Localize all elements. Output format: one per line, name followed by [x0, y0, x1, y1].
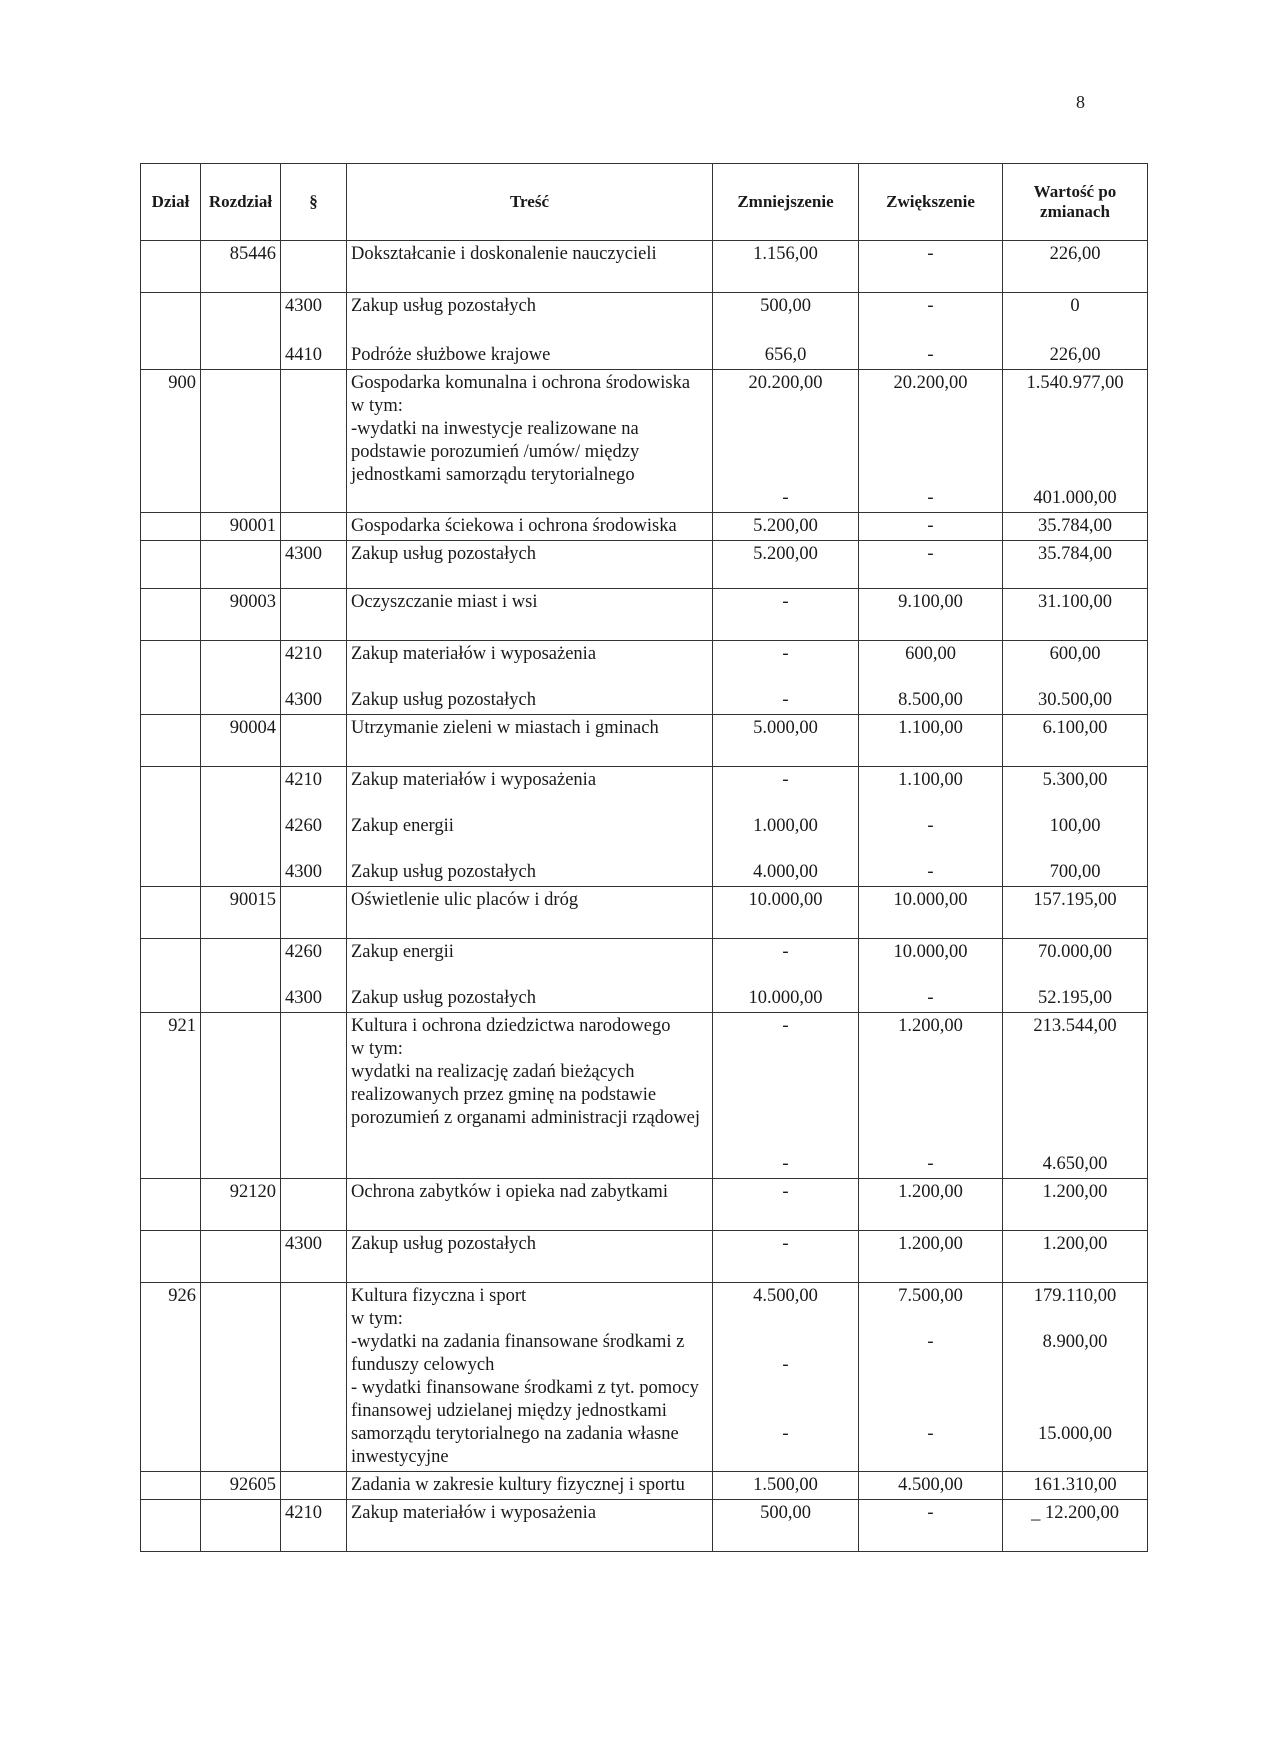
value: -	[927, 862, 934, 882]
cell-tresc: Ochrona zabytków i opieka nad zabytkami	[347, 1179, 713, 1231]
paragraf-4300: 4300	[285, 690, 322, 710]
paragraf-4210: 4210	[285, 770, 322, 790]
value: 600,00	[1049, 644, 1101, 664]
cell-wartosc: 157.195,00	[1003, 887, 1148, 939]
spacer	[717, 838, 854, 861]
paragraf-4260: 4260	[285, 942, 322, 962]
value: -	[927, 816, 934, 836]
tresc-wtym: w tym:	[351, 396, 403, 416]
table-row	[141, 715, 1148, 767]
tresc-line: Zakup usług pozostałych	[351, 862, 536, 882]
value: -	[782, 770, 789, 790]
paragraf-4300: 4300	[285, 862, 322, 882]
tresc-wtym: w tym:	[351, 1309, 403, 1329]
cell-wartosc: 161.310,00	[1003, 1472, 1148, 1500]
table-row	[141, 1013, 1148, 1179]
cell-paragraf: 4210	[281, 1500, 347, 1552]
cell-rozdzial: 92120	[201, 1179, 281, 1231]
cell-tresc: Zakup materiałów i wyposażenia	[347, 1500, 713, 1552]
value: -	[782, 1355, 789, 1375]
cell-zmniejszenie: 500,00	[713, 1500, 859, 1552]
cell-zwiekszenie: 9.100,00	[859, 589, 1003, 641]
spacer	[1007, 964, 1143, 987]
tresc-wtym: w tym:	[351, 1039, 403, 1059]
value: -	[927, 988, 934, 1008]
cell-tresc	[347, 1013, 713, 1179]
spacer	[285, 838, 342, 861]
cell-dzial	[141, 1472, 201, 1500]
spacer	[717, 1377, 854, 1423]
value: 656,0	[764, 345, 807, 365]
cell-zmniejszenie: 1.500,00	[713, 1472, 859, 1500]
page-number: 8	[1076, 92, 1085, 112]
table-row	[141, 641, 1148, 715]
cell-zwiekszenie: -	[859, 241, 1003, 293]
spacer	[285, 666, 342, 689]
tresc-line: Zakup materiałów i wyposażenia	[351, 644, 597, 664]
cell-zmniejszenie	[713, 1283, 859, 1472]
value: 226,00	[1049, 345, 1101, 365]
spacer	[1007, 318, 1143, 344]
cell-tresc: Oświetlenie ulic placów i dróg	[347, 887, 713, 939]
cell-paragraf	[281, 715, 347, 767]
cell-paragraf	[281, 513, 347, 541]
cell-zmniejszenie	[713, 939, 859, 1013]
cell-zmniejszenie	[713, 370, 859, 513]
cell-zwiekszenie	[859, 293, 1003, 370]
cell-dzial: 921	[141, 1013, 201, 1179]
cell-rozdzial: 90001	[201, 513, 281, 541]
tresc-sub: - wydatki finansowane środkami z tyt. pomocy finansowej udzielanej między jednostkami samorządu terytorialnego na zadania własne inwestycyjne	[351, 1378, 699, 1467]
value: 401.000,00	[1033, 488, 1117, 508]
cell-dzial	[141, 1500, 201, 1552]
cell-dzial	[141, 767, 201, 887]
tresc-line: Zakup materiałów i wyposażenia	[351, 770, 597, 790]
paragraf-4260: 4260	[285, 816, 322, 836]
cell-rozdzial: 90003	[201, 589, 281, 641]
value: 52.195,00	[1038, 988, 1112, 1008]
tresc-line: Zakup usług pozostałych	[351, 690, 536, 710]
cell-rozdzial: 90015	[201, 887, 281, 939]
cell-zwiekszenie	[859, 370, 1003, 513]
cell-wartosc	[1003, 939, 1148, 1013]
value: -	[927, 1424, 934, 1444]
value: -	[782, 690, 789, 710]
cell-dzial	[141, 715, 201, 767]
cell-dzial	[141, 541, 201, 589]
value: 500,00	[760, 296, 811, 316]
cell-wartosc	[1003, 641, 1148, 715]
value: 700,00	[1049, 862, 1101, 882]
spacer	[1007, 666, 1143, 689]
spacer	[717, 964, 854, 987]
cell-tresc: Utrzymanie zieleni w miastach i gminach	[347, 715, 713, 767]
budget-table	[140, 163, 1148, 1552]
header-tresc: Treść	[347, 164, 713, 241]
cell-dzial	[141, 241, 201, 293]
tresc-line: Gospodarka komunalna i ochrona środowiska	[351, 373, 691, 393]
cell-rozdzial	[201, 641, 281, 715]
value: -	[927, 488, 934, 508]
tresc-sub: wydatki na realizację zadań bieżących realizowanych przez gminę na podstawie porozumień z organami administracji rządowej	[351, 1062, 700, 1128]
value: 4.500,00	[753, 1286, 818, 1306]
table-row	[141, 293, 1148, 370]
cell-zmniejszenie: 5.000,00	[713, 715, 859, 767]
header-dzial: Dział	[141, 164, 201, 241]
table-row	[141, 887, 1148, 939]
cell-rozdzial: 92605	[201, 1472, 281, 1500]
cell-rozdzial: 85446	[201, 241, 281, 293]
spacer	[717, 395, 854, 487]
header-paragraf: §	[281, 164, 347, 241]
spacer	[1007, 1354, 1143, 1423]
spacer	[863, 318, 998, 344]
cell-zmniejszenie	[713, 641, 859, 715]
value: -	[782, 1154, 789, 1174]
value: 5.300,00	[1042, 770, 1108, 790]
cell-zmniejszenie: -	[713, 1231, 859, 1283]
tresc-line: Zakup energii	[351, 816, 454, 836]
cell-dzial	[141, 641, 201, 715]
cell-wartosc: 226,00	[1003, 241, 1148, 293]
spacer	[717, 1308, 854, 1354]
cell-tresc: Zakup usług pozostałych	[347, 1231, 713, 1283]
cell-zwiekszenie: 1.100,00	[859, 715, 1003, 767]
cell-zmniejszenie: 1.156,00	[713, 241, 859, 293]
cell-paragraf	[281, 1472, 347, 1500]
cell-wartosc: _ 12.200,00	[1003, 1500, 1148, 1552]
cell-paragraf	[281, 241, 347, 293]
cell-tresc: Zadania w zakresie kultury fizycznej i sportu	[347, 1472, 713, 1500]
cell-dzial	[141, 939, 201, 1013]
spacer	[863, 1038, 998, 1153]
spacer	[717, 666, 854, 689]
value: 1.100,00	[898, 770, 963, 790]
cell-tresc	[347, 641, 713, 715]
value: 70.000,00	[1038, 942, 1112, 962]
cell-zmniejszenie: 5.200,00	[713, 513, 859, 541]
cell-zwiekszenie: -	[859, 1500, 1003, 1552]
cell-zmniejszenie	[713, 1013, 859, 1179]
cell-wartosc	[1003, 1013, 1148, 1179]
cell-tresc	[347, 767, 713, 887]
table-row	[141, 939, 1148, 1013]
cell-rozdzial	[201, 1013, 281, 1179]
spacer	[1007, 792, 1143, 815]
cell-tresc	[347, 293, 713, 370]
cell-dzial	[141, 887, 201, 939]
value: 7.500,00	[898, 1286, 963, 1306]
cell-rozdzial: 90004	[201, 715, 281, 767]
value: 30.500,00	[1038, 690, 1112, 710]
cell-zwiekszenie	[859, 1283, 1003, 1472]
cell-paragraf	[281, 293, 347, 370]
cell-zwiekszenie	[859, 1013, 1003, 1179]
header-rozdzial: Rozdział	[201, 164, 281, 241]
tresc-line: Zakup usług pozostałych	[351, 988, 536, 1008]
spacer	[863, 964, 998, 987]
cell-zwiekszenie: 1.200,00	[859, 1179, 1003, 1231]
tresc-line: Kultura i ochrona dziedzictwa narodowego	[351, 1016, 671, 1036]
cell-zwiekszenie: 10.000,00	[859, 887, 1003, 939]
spacer	[351, 838, 708, 861]
tresc-line: Kultura fizyczna i sport	[351, 1286, 527, 1306]
tresc-sub: -wydatki na zadania finansowane środkami z funduszy celowych	[351, 1332, 685, 1375]
cell-paragraf	[281, 767, 347, 887]
cell-wartosc: 1.200,00	[1003, 1179, 1148, 1231]
table-row	[141, 589, 1148, 641]
cell-zmniejszenie	[713, 767, 859, 887]
cell-rozdzial	[201, 293, 281, 370]
cell-rozdzial	[201, 1283, 281, 1472]
cell-rozdzial	[201, 1500, 281, 1552]
paragraf-4410: 4410	[285, 345, 322, 365]
value: 1.540.977,00	[1026, 373, 1124, 393]
value: -	[782, 1424, 789, 1444]
value: -	[782, 1016, 789, 1036]
spacer	[863, 792, 998, 815]
spacer	[285, 318, 342, 344]
cell-zwiekszenie: 4.500,00	[859, 1472, 1003, 1500]
table-row	[141, 541, 1148, 589]
table-row	[141, 1179, 1148, 1231]
cell-wartosc: 6.100,00	[1003, 715, 1148, 767]
cell-dzial	[141, 293, 201, 370]
cell-paragraf	[281, 939, 347, 1013]
value: -	[782, 644, 789, 664]
spacer	[863, 838, 998, 861]
table-row	[141, 1283, 1148, 1472]
cell-paragraf	[281, 1179, 347, 1231]
cell-zwiekszenie: 1.200,00	[859, 1231, 1003, 1283]
spacer	[285, 792, 342, 815]
spacer	[351, 666, 708, 689]
paragraf-4300: 4300	[285, 296, 322, 316]
value: 0	[1070, 296, 1080, 316]
header-zmniejszenie: Zmniejszenie	[713, 164, 859, 241]
cell-paragraf	[281, 641, 347, 715]
spacer	[717, 1038, 854, 1153]
tresc-sub: -wydatki na inwestycje realizowane na podstawie porozumień /umów/ między jednostkami samorządu terytorialnego	[351, 419, 640, 485]
value: -	[927, 296, 934, 316]
cell-wartosc: 35.784,00	[1003, 513, 1148, 541]
value: -	[927, 1332, 934, 1352]
cell-rozdzial	[201, 541, 281, 589]
header-zwiekszenie: Zwiększenie	[859, 164, 1003, 241]
value: -	[782, 942, 789, 962]
cell-rozdzial	[201, 370, 281, 513]
spacer	[351, 792, 708, 815]
spacer	[863, 1308, 998, 1331]
value: 4.000,00	[753, 862, 818, 882]
paragraf-4300: 4300	[285, 988, 322, 1008]
cell-paragraf	[281, 589, 347, 641]
cell-paragraf	[281, 370, 347, 513]
cell-dzial: 926	[141, 1283, 201, 1472]
cell-tresc	[347, 370, 713, 513]
spacer	[717, 792, 854, 815]
tresc-line: Podróże służbowe krajowe	[351, 345, 551, 365]
header-wartosc: Wartość po zmianach	[1003, 164, 1148, 241]
cell-paragraf: 4300	[281, 1231, 347, 1283]
cell-tresc: Gospodarka ściekowa i ochrona środowiska	[347, 513, 713, 541]
cell-zwiekszenie	[859, 641, 1003, 715]
cell-zmniejszenie: 10.000,00	[713, 887, 859, 939]
spacer	[863, 1354, 998, 1423]
tresc-line: Zakup usług pozostałych	[351, 296, 536, 316]
cell-dzial	[141, 1179, 201, 1231]
cell-tresc	[347, 939, 713, 1013]
table-row	[141, 370, 1148, 513]
cell-wartosc	[1003, 293, 1148, 370]
value: 10.000,00	[748, 988, 823, 1008]
cell-zmniejszenie	[713, 293, 859, 370]
cell-rozdzial	[201, 767, 281, 887]
value: 100,00	[1049, 816, 1101, 836]
cell-zwiekszenie: -	[859, 541, 1003, 589]
spacer	[1007, 838, 1143, 861]
value: 15.000,00	[1038, 1424, 1112, 1444]
cell-dzial: 900	[141, 370, 201, 513]
spacer	[351, 964, 708, 987]
header-row	[141, 164, 1148, 241]
cell-paragraf	[281, 1283, 347, 1472]
cell-wartosc	[1003, 1283, 1148, 1472]
cell-zwiekszenie	[859, 767, 1003, 887]
value: 20.200,00	[893, 373, 968, 393]
spacer	[863, 395, 998, 487]
table-row	[141, 1472, 1148, 1500]
value: 1.000,00	[753, 816, 818, 836]
cell-paragraf: 4300	[281, 541, 347, 589]
value: 1.200,00	[898, 1016, 963, 1036]
value: 20.200,00	[748, 373, 823, 393]
paragraf-4210: 4210	[285, 644, 322, 664]
value: 179.110,00	[1033, 1286, 1117, 1306]
table-row	[141, 767, 1148, 887]
value: 4.650,00	[1042, 1154, 1108, 1174]
table-row	[141, 1500, 1148, 1552]
cell-zmniejszenie: 5.200,00	[713, 541, 859, 589]
cell-wartosc: 35.784,00	[1003, 541, 1148, 589]
cell-paragraf	[281, 1013, 347, 1179]
value: -	[927, 1154, 934, 1174]
cell-zwiekszenie	[859, 939, 1003, 1013]
cell-wartosc: 1.200,00	[1003, 1231, 1148, 1283]
cell-zmniejszenie: -	[713, 1179, 859, 1231]
cell-dzial	[141, 513, 201, 541]
cell-tresc: Oczyszczanie miast i wsi	[347, 589, 713, 641]
cell-dzial	[141, 589, 201, 641]
value: 600,00	[905, 644, 956, 664]
spacer	[863, 666, 998, 689]
table-row	[141, 513, 1148, 541]
cell-paragraf	[281, 887, 347, 939]
value: 8.500,00	[898, 690, 963, 710]
value: -	[927, 345, 934, 365]
cell-tresc: Zakup usług pozostałych	[347, 541, 713, 589]
cell-wartosc	[1003, 370, 1148, 513]
cell-zmniejszenie: -	[713, 589, 859, 641]
spacer	[1007, 1308, 1143, 1331]
cell-rozdzial	[201, 939, 281, 1013]
spacer	[285, 964, 342, 987]
cell-tresc: Dokształcanie i doskonalenie nauczycieli	[347, 241, 713, 293]
spacer	[351, 318, 708, 344]
tresc-line: Zakup energii	[351, 942, 454, 962]
table-row	[141, 241, 1148, 293]
table-row	[141, 1231, 1148, 1283]
spacer	[1007, 1038, 1143, 1153]
cell-wartosc: 31.100,00	[1003, 589, 1148, 641]
cell-wartosc	[1003, 767, 1148, 887]
value: -	[782, 488, 789, 508]
cell-zwiekszenie: -	[859, 513, 1003, 541]
value: 213.544,00	[1033, 1016, 1117, 1036]
cell-rozdzial	[201, 1231, 281, 1283]
spacer	[717, 318, 854, 344]
value: 8.900,00	[1042, 1332, 1108, 1352]
value: 10.000,00	[893, 942, 968, 962]
cell-dzial	[141, 1231, 201, 1283]
cell-tresc	[347, 1283, 713, 1472]
spacer	[1007, 395, 1143, 487]
